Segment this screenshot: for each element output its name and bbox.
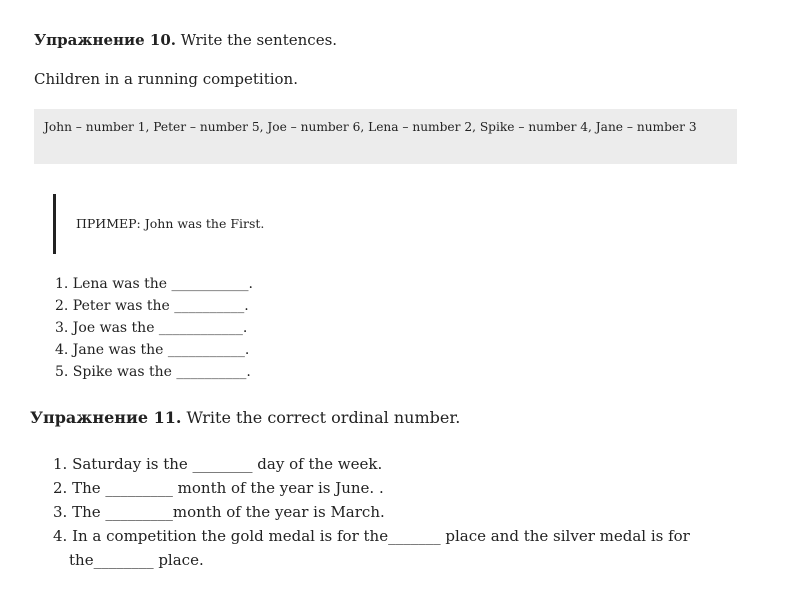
exercise-10-instruction: Write the sentences. xyxy=(176,31,338,49)
info-box xyxy=(34,109,737,164)
exercise-11-instruction: Write the correct ordinal number. xyxy=(181,408,461,427)
list-item: 4. Jane was the ___________. xyxy=(55,342,250,358)
exercise-10-list xyxy=(55,273,253,383)
example-text: ПРИМЕР: John was the First. xyxy=(76,216,265,231)
exercise-11-list xyxy=(53,452,690,572)
list-item: 4. In a competition the gold medal is for the_______ place and the silver medal is for xyxy=(53,527,690,545)
list-item: 2. Peter was the __________. xyxy=(55,298,249,314)
list-item-continuation: the________ place. xyxy=(69,551,204,569)
example-quote-bar xyxy=(53,194,56,254)
exercise-10-intro: Children in a running competition. xyxy=(34,70,298,88)
list-item: 1. Lena was the ___________. xyxy=(55,276,253,292)
exercise-10-heading xyxy=(34,30,337,50)
list-item: 3. Joe was the ____________. xyxy=(55,320,248,336)
list-item: 3. The _________month of the year is March. xyxy=(53,503,385,521)
exercise-11-label: Упражнение 11. xyxy=(30,408,182,427)
exercise-11-heading xyxy=(30,407,460,429)
list-item: 5. Spike was the __________. xyxy=(55,364,251,380)
list-item: 1. Saturday is the ________ day of the week. xyxy=(53,455,383,473)
list-item: 2. The _________ month of the year is June. . xyxy=(53,479,384,497)
info-text: John – number 1, Peter – number 5, Joe – number 6, Lena – number 2, Spike – number 4, Jane – number 3 xyxy=(44,120,697,134)
exercise-10-label: Упражнение 10. xyxy=(34,31,176,49)
